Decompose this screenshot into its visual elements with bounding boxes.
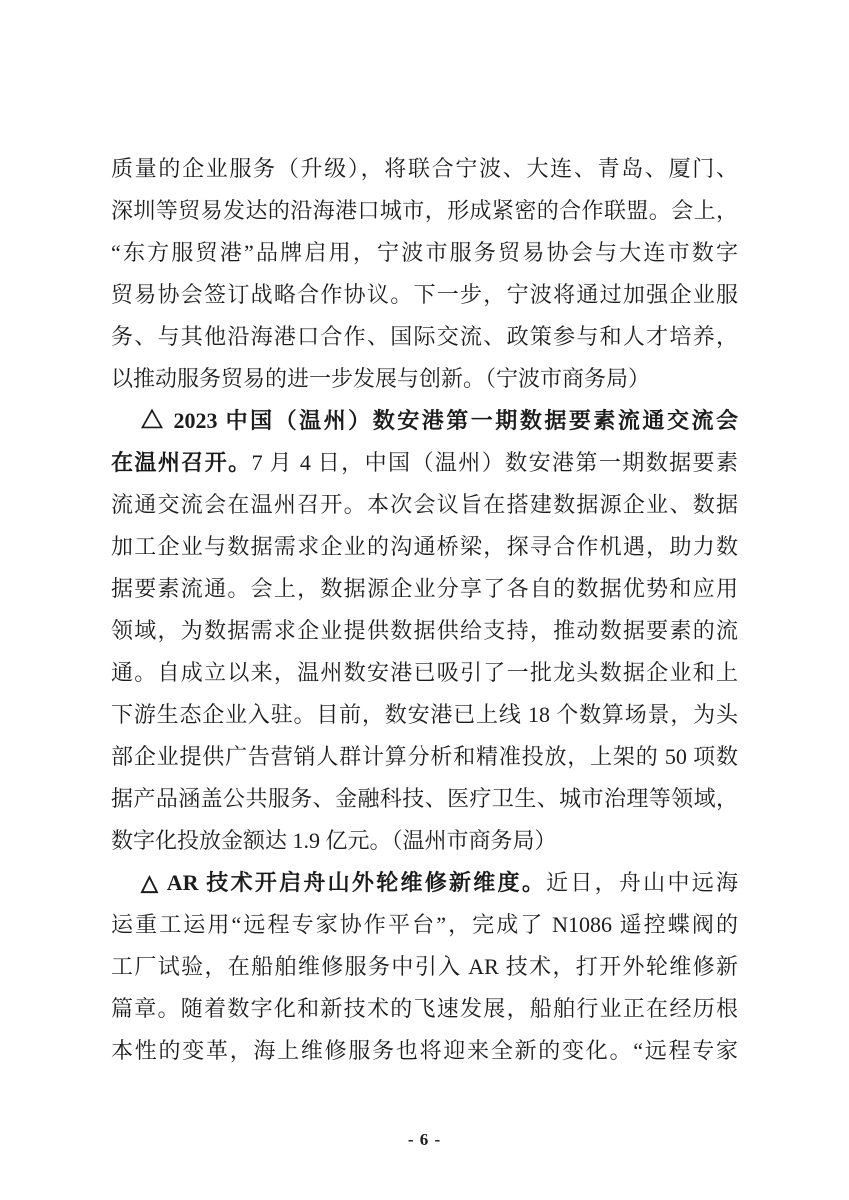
text-line [111, 358, 738, 400]
text-line [111, 820, 738, 862]
text-line [111, 610, 738, 652]
text-line [111, 274, 738, 316]
page-number: - 6 - [407, 1130, 442, 1149]
text-run: 数字化投放金额达 1.9 亿元。（温州市商务局） [111, 828, 557, 853]
text-line [111, 568, 738, 610]
document-body [111, 148, 738, 1072]
text-run: 本性的变革，海上维修服务也将迎来全新的变化。“远程专家 [111, 1038, 738, 1063]
text-line [111, 442, 738, 484]
bold-run: 在温州召开。 [111, 450, 252, 475]
text-run: 7 月 4 日，中国（温州）数安港第一期数据要素 [251, 450, 738, 475]
text-line [111, 316, 738, 358]
paragraph-wenzhou-data-port [111, 400, 738, 862]
bold-run: △ AR 技术开启舟山外轮维修新维度。 [141, 870, 547, 895]
text-run: 领域，为数据需求企业提供数据供给支持，推动数据要素的流 [111, 618, 738, 643]
text-line [111, 946, 738, 988]
text-run: 通。自成立以来，温州数安港已吸引了一批龙头数据企业和上 [111, 660, 738, 685]
text-line [111, 778, 738, 820]
paragraph-service-trade [111, 148, 738, 400]
text-run: 贸易协会签订战略合作协议。下一步，宁波将通过加强企业服 [111, 282, 738, 307]
text-line [111, 694, 738, 736]
text-run: 加工企业与数据需求企业的沟通桥梁，探寻合作机遇，助力数 [111, 534, 738, 559]
text-line [111, 232, 738, 274]
bold-run: △ 2023 中国（温州）数安港第一期数据要素流通交流会 [141, 408, 738, 433]
text-run: 部企业提供广告营销人群计算分析和精准投放，上架的 50 项数 [111, 744, 738, 769]
text-run: 务、与其他沿海港口合作、国际交流、政策参与和人才培养， [111, 324, 738, 349]
text-run: 工厂试验，在船舶维修服务中引入 AR 技术，打开外轮维修新 [111, 954, 738, 979]
text-line [111, 904, 738, 946]
text-line [111, 484, 738, 526]
text-line [111, 1030, 738, 1072]
paragraph-ar-ship-repair [111, 862, 738, 1072]
heading-line [111, 862, 738, 904]
text-line [111, 736, 738, 778]
heading-line [111, 400, 738, 442]
text-run: 以推动服务贸易的进一步发展与创新。（宁波市商务局） [111, 366, 651, 391]
text-run: 篇章。随着数字化和新技术的飞速发展，船舶行业正在经历根 [111, 996, 738, 1021]
text-line [111, 988, 738, 1030]
text-line [111, 148, 738, 190]
text-line [111, 652, 738, 694]
text-line [111, 526, 738, 568]
text-run: 质量的企业服务（升级），将联合宁波、大连、青岛、厦门、 [111, 156, 738, 181]
text-run: 运重工运用“远程专家协作平台”，完成了 N1086 遥控蝶阀的 [111, 912, 738, 937]
text-run: 据产品涵盖公共服务、金融科技、医疗卫生、城市治理等领域， [111, 786, 738, 811]
text-run: 据要素流通。会上，数据源企业分享了各自的数据优势和应用 [111, 576, 738, 601]
text-run: 深圳等贸易发达的沿海港口城市，形成紧密的合作联盟。会上， [111, 198, 738, 223]
text-run: “东方服贸港”品牌启用，宁波市服务贸易协会与大连市数字 [111, 240, 738, 265]
text-run: 下游生态企业入驻。目前，数安港已上线 18 个数算场景，为头 [111, 702, 738, 727]
text-line [111, 190, 738, 232]
text-run: 近日，舟山中远海 [546, 870, 738, 895]
text-run: 流通交流会在温州召开。本次会议旨在搭建数据源企业、数据 [111, 492, 738, 517]
